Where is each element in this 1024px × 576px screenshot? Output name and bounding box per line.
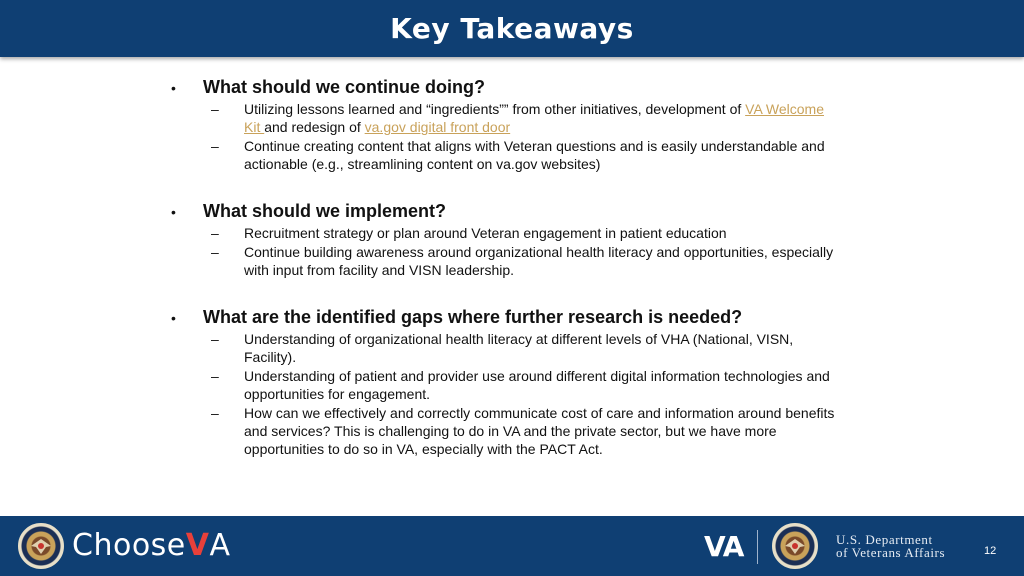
dash-icon: – <box>211 101 219 117</box>
section-heading: What should we continue doing? <box>203 77 485 97</box>
choose-va-logo <box>72 527 231 565</box>
eagle-icon <box>773 524 817 568</box>
list-item-text: Continue building awareness around organizational health literacy and opportunities, especially with input from facility and VISN leadership. <box>244 244 834 278</box>
list-item <box>171 243 851 279</box>
list-item-text <box>244 100 844 136</box>
footer-divider <box>757 530 758 564</box>
section-heading-row <box>171 199 851 223</box>
dash-icon: – <box>211 138 219 154</box>
section-heading-row <box>171 75 851 99</box>
dash-icon: – <box>211 331 219 347</box>
section-continue <box>171 75 851 173</box>
dash-icon: – <box>211 368 219 384</box>
sub-list <box>171 100 851 173</box>
list-item <box>171 367 851 403</box>
dash-icon: – <box>211 405 219 421</box>
bullet-icon: • <box>171 204 176 220</box>
dash-icon: – <box>211 244 219 260</box>
department-name <box>836 533 945 559</box>
list-item <box>171 100 851 136</box>
slide-body <box>171 75 851 484</box>
text-run: Utilizing lessons learned and “ingredients”” from other initiatives, development of <box>244 101 746 117</box>
eagle-icon <box>19 524 63 568</box>
list-item <box>171 224 851 242</box>
list-item <box>171 330 851 366</box>
section-heading-row <box>171 305 851 329</box>
logo-text: Choose <box>72 528 186 563</box>
sub-list <box>171 224 851 279</box>
list-item-text: Understanding of patient and provider use around different digital information technologies and opportunities for engagement. <box>244 368 830 402</box>
list-item-text: Recruitment strategy or plan around Veteran engagement in patient education <box>244 225 727 241</box>
page-number: 12 <box>984 545 997 557</box>
title-bar <box>0 0 1024 57</box>
list-item-text: How can we effectively and correctly communicate cost of care and information around benefits and services? This is challenging to do in VA and the private sector, but we have more opportunities to do so in VA, especially with the PACT Act. <box>244 405 835 457</box>
va-welcome-kit-link[interactable]: VA Welcome Kit <box>244 101 824 135</box>
list-item-text: Understanding of organizational health literacy at different levels of VHA (National, VISN, Facility). <box>244 331 794 365</box>
dash-icon: – <box>211 225 219 241</box>
section-gaps <box>171 305 851 458</box>
va-wordmark: VA <box>704 530 744 563</box>
list-item-text: Continue creating content that aligns with Veteran questions and is easily understandable and actionable (e.g., streamlining content on va.gov websites) <box>244 138 825 172</box>
logo-text: A <box>209 528 231 563</box>
department-seal-icon <box>772 523 818 569</box>
logo-accent-v: V <box>185 528 210 563</box>
va-seal-icon <box>18 523 64 569</box>
bullet-icon: • <box>171 310 176 326</box>
text-run: and redesign of <box>264 119 365 135</box>
list-item <box>171 404 851 458</box>
list-item <box>171 137 851 173</box>
section-heading: What should we implement? <box>203 201 447 221</box>
section-implement <box>171 199 851 279</box>
bullet-icon: • <box>171 80 176 96</box>
digital-front-door-link[interactable]: va.gov digital front door <box>364 119 511 135</box>
sub-list <box>171 330 851 458</box>
slide-title: Key Takeaways <box>390 12 634 45</box>
department-line: of Veterans Affairs <box>836 545 946 560</box>
section-heading: What are the identified gaps where further research is needed? <box>203 307 743 327</box>
department-line: U.S. Department <box>836 532 933 547</box>
